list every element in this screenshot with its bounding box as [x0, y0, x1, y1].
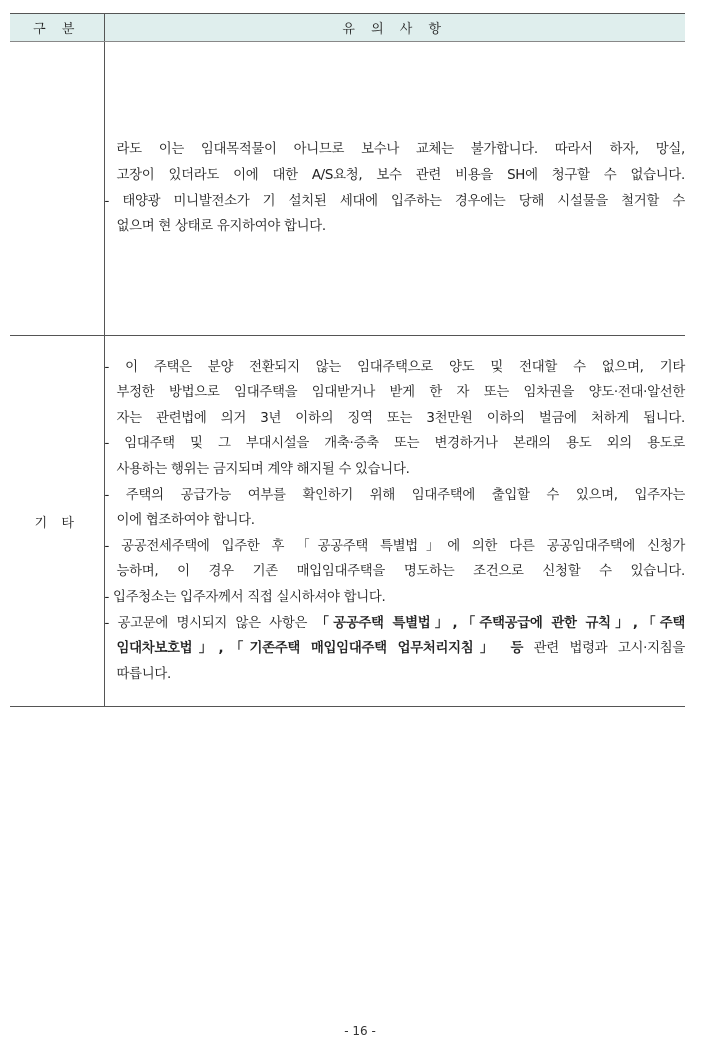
note-line: 없으며 현 상태로 유지하여야 합니다.	[116, 219, 326, 235]
table-header-row	[10, 14, 685, 42]
page-number: - 16 -	[344, 1024, 376, 1038]
note-line: 사용하는 행위는 금지되며 계약 해지될 수 있습니다.	[116, 462, 410, 478]
note-line: 라도 이는 임대목적물이 아니므로 보수나 교체는 불가합니다. 따라서 하자, 망실,	[116, 142, 685, 158]
note-line: - 임대주택 및 그 부대시설을 개축·증축 또는 변경하거나 본래의 용도 외의 용도로	[104, 436, 685, 452]
notice-table	[10, 13, 685, 707]
note-text: - 공고문에 명시되지 않은 사항은	[104, 615, 316, 631]
header-notes: 유 의 사 항	[104, 14, 685, 42]
note-line: - 주택의 공급가능 여부를 확인하기 위해 임대주택에 출입할 수 있으며, 입주자는	[104, 487, 685, 503]
row-category	[10, 42, 104, 336]
note-line: 자는 관련법에 의거 3년 이하의 징역 또는 3천만원 이하의 벌금에 처하게 됩니다.	[116, 410, 685, 426]
law-names-bold: 「공공주택 특별법」,「주택공급에 관한 규칙」,「주택	[315, 615, 685, 631]
note-line: - 입주청소는 입주자께서 직접 실시하셔야 합니다.	[104, 589, 386, 605]
note-text: 관련 법령과 고시·지침을	[523, 641, 685, 657]
row-notes	[104, 336, 685, 707]
note-line: 능하며, 이 경우 기존 매입임대주택을 명도하는 조건으로 신청할 수 있습니다.	[116, 564, 685, 580]
note-line: 따릅니다.	[116, 666, 171, 682]
row-notes	[104, 42, 685, 336]
note-line: 이에 협조하여야 합니다.	[116, 513, 255, 529]
note-line	[105, 611, 686, 637]
note-line: 고장이 있더라도 이에 대한 A/S요청, 보수 관련 비용을 SH에 청구할 수 없습니다.	[116, 167, 685, 183]
table-row	[10, 336, 685, 707]
note-line	[105, 636, 686, 662]
note-line: - 태양광 미니발전소가 기 설치된 세대에 입주하는 경우에는 당해 시설물을 철거할 수	[104, 193, 685, 209]
row-category: 기 타	[10, 336, 104, 707]
note-line: 부정한 방법으로 임대주택을 임대받거나 받게 한 자 또는 임차권을 양도·전대·알선한	[116, 385, 685, 401]
table-row	[10, 42, 685, 336]
header-category: 구 분	[10, 14, 104, 42]
note-line: - 공공전세주택에 입주한 후 「공공주택 특별법」에 의한 다른 공공임대주택에 신청가	[104, 538, 685, 554]
note-line: - 이 주택은 분양 전환되지 않는 임대주택으로 양도 및 전대할 수 없으며, 기타	[104, 359, 685, 375]
law-names-bold: 임대차보호법」,「기존주택 매입임대주택 업무처리지침」 등	[116, 641, 524, 657]
